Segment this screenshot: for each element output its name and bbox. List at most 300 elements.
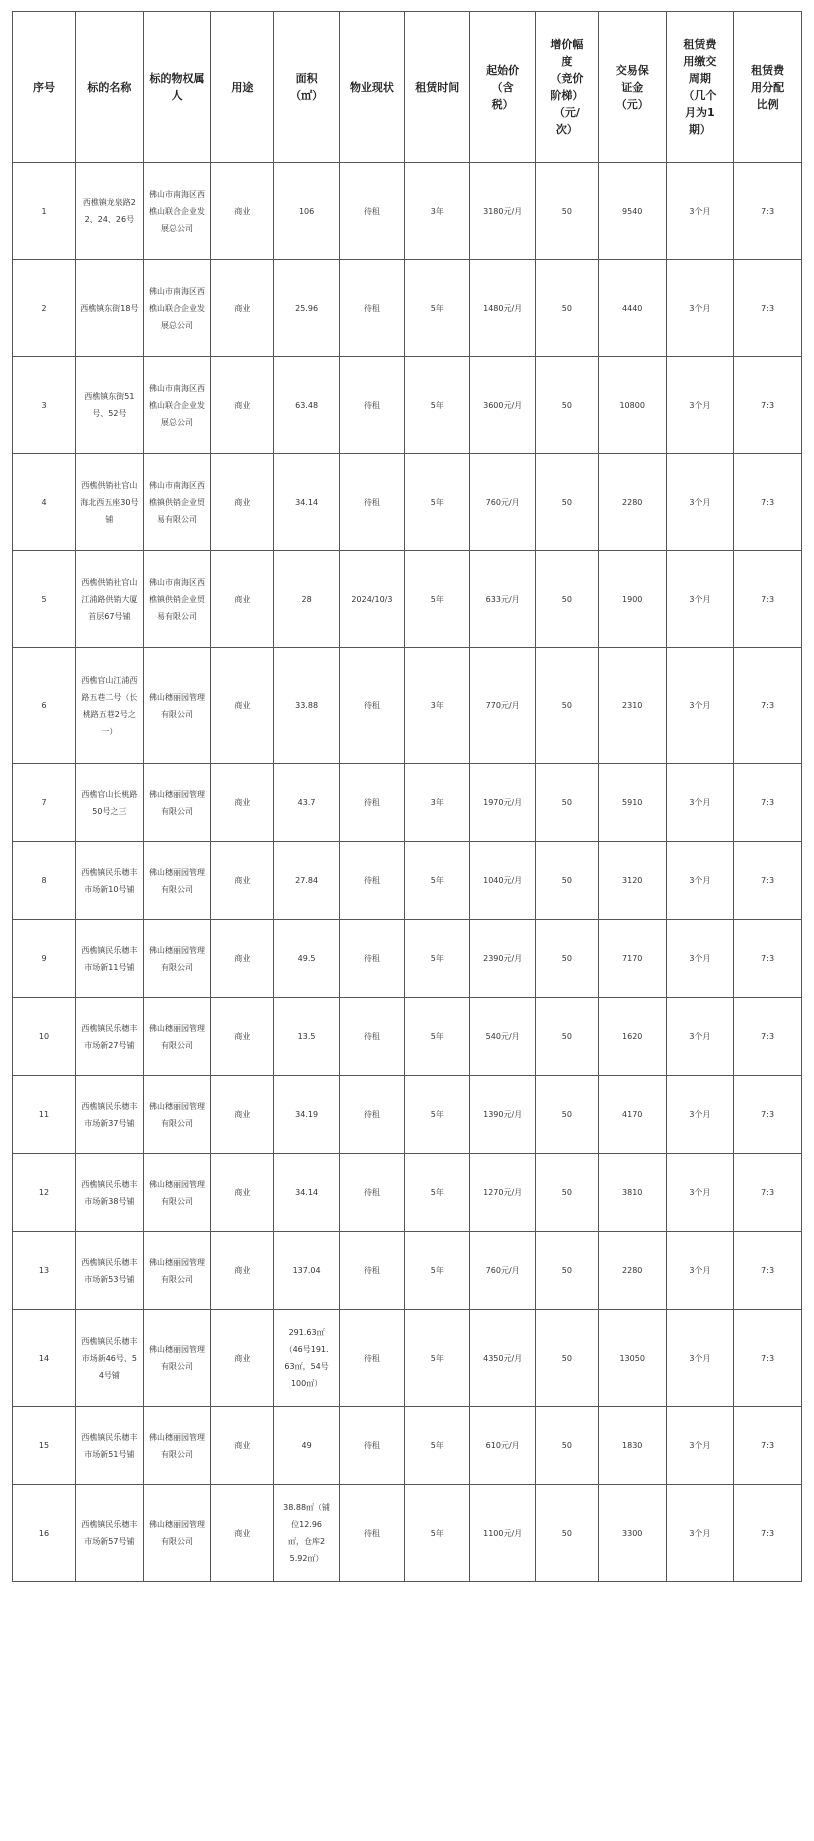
cell-text: 佛山穗丽园管理有限公司: [149, 1520, 206, 1546]
cell-text: 3年: [430, 798, 444, 807]
table-row: [13, 920, 802, 998]
cell-owner: [143, 1310, 211, 1407]
cell-text: 7:3: [761, 1441, 775, 1450]
cell-text: 50: [561, 1032, 572, 1041]
cell-text: 7:3: [761, 798, 775, 807]
cell-text: 3个月: [689, 1353, 711, 1363]
cell-payment-cycle: [666, 648, 734, 764]
cell-name: [76, 1154, 144, 1232]
table-row: [13, 1407, 802, 1485]
header-cell-deposit: 交易保 证金 （元）: [598, 12, 666, 163]
cell-text: 137.04: [292, 1266, 321, 1275]
cell-deposit: [598, 551, 666, 648]
cell-deposit: [598, 1154, 666, 1232]
cell-text: 1830: [622, 1441, 643, 1450]
cell-text: 4170: [622, 1110, 643, 1119]
cell-text: 27.84: [295, 876, 319, 885]
cell-start-price: [470, 1310, 535, 1407]
cell-status: [339, 357, 404, 454]
cell-text: 610元/月: [485, 1441, 520, 1450]
cell-area: [274, 551, 339, 648]
cell-owner: [143, 998, 211, 1076]
cell-usage: [211, 998, 274, 1076]
table-row: [13, 648, 802, 764]
cell-start-price: [470, 454, 535, 551]
cell-name: [76, 842, 144, 920]
cell-text: 5年: [430, 1110, 444, 1119]
cell-name: [76, 1232, 144, 1310]
cell-name: [76, 1485, 144, 1582]
cell-text: 34.14: [295, 1188, 319, 1197]
cell-text: 3个月: [689, 206, 711, 216]
cell-text: 9540: [622, 206, 643, 216]
cell-text: 50: [561, 798, 572, 807]
cell-status: [339, 648, 404, 764]
cell-text: 1620: [622, 1032, 643, 1041]
table-row: [13, 1310, 802, 1407]
cell-text: 5年: [430, 1353, 444, 1363]
cell-split-ratio: [734, 1485, 802, 1582]
table-body: [13, 163, 802, 1582]
cell-text: 3个月: [689, 1441, 711, 1450]
cell-text: 4440: [622, 303, 643, 313]
cell-text: 7:3: [761, 954, 775, 963]
cell-split-ratio: [734, 1154, 802, 1232]
cell-increment: [535, 1076, 598, 1154]
cell-text: 8: [41, 876, 47, 885]
cell-split-ratio: [734, 551, 802, 648]
cell-text: 西樵镇民乐穗丰市场新37号铺: [81, 1101, 138, 1128]
cell-text: 7:3: [761, 1032, 775, 1041]
cell-text: 1: [41, 206, 47, 216]
cell-text: 2310: [622, 701, 643, 710]
cell-text: 106: [298, 206, 315, 216]
cell-index: [13, 163, 76, 260]
cell-text: 西樵镇民乐穗丰市场新53号铺: [81, 1257, 138, 1284]
cell-owner: [143, 260, 211, 357]
cell-index: [13, 551, 76, 648]
cell-text: 西樵镇民乐穗丰市场新51号铺: [81, 1432, 138, 1459]
cell-usage: [211, 454, 274, 551]
cell-text: 1480元/月: [483, 303, 523, 313]
cell-text: 5年: [430, 1266, 444, 1275]
cell-text: 12: [38, 1188, 50, 1197]
cell-text: 商业: [234, 303, 251, 313]
cell-area: [274, 1232, 339, 1310]
cell-status: [339, 260, 404, 357]
cell-text: 西樵供销社官山江浦路供销大厦首层67号铺: [81, 577, 138, 621]
cell-text: 5年: [430, 1441, 444, 1450]
cell-text: 3个月: [689, 701, 711, 710]
cell-text: 3个月: [689, 400, 711, 410]
cell-term: [405, 163, 470, 260]
cell-text: 商业: [234, 206, 251, 216]
cell-term: [405, 1232, 470, 1310]
cell-text: 待租: [363, 497, 380, 507]
cell-usage: [211, 648, 274, 764]
cell-owner: [143, 920, 211, 998]
cell-text: 西樵镇东街18号: [80, 303, 139, 313]
cell-deposit: [598, 1485, 666, 1582]
cell-text: 50: [561, 1188, 572, 1197]
cell-text: 5年: [430, 497, 444, 507]
cell-text: 待租: [363, 876, 380, 885]
cell-owner: [143, 454, 211, 551]
cell-owner: [143, 357, 211, 454]
cell-text: 7:3: [761, 1528, 775, 1538]
cell-text: 待租: [363, 954, 380, 963]
cell-status: [339, 842, 404, 920]
cell-increment: [535, 842, 598, 920]
cell-deposit: [598, 842, 666, 920]
cell-text: 佛山穗丽园管理有限公司: [149, 1257, 206, 1284]
cell-text: 待租: [363, 1441, 380, 1450]
cell-usage: [211, 163, 274, 260]
cell-start-price: [470, 920, 535, 998]
cell-text: 633元/月: [485, 594, 520, 604]
cell-start-price: [470, 260, 535, 357]
cell-index: [13, 842, 76, 920]
cell-usage: [211, 764, 274, 842]
cell-text: 5年: [430, 594, 444, 604]
cell-index: [13, 998, 76, 1076]
cell-text: 5年: [430, 1032, 444, 1041]
cell-deposit: [598, 163, 666, 260]
cell-text: 佛山穗丽园管理有限公司: [149, 1023, 206, 1050]
cell-payment-cycle: [666, 454, 734, 551]
cell-payment-cycle: [666, 998, 734, 1076]
cell-text: 16: [38, 1528, 50, 1538]
cell-text: 1100元/月: [483, 1528, 523, 1538]
lease-listing-table: [12, 11, 802, 1582]
cell-split-ratio: [734, 260, 802, 357]
header-cell-name: 标的名称: [76, 12, 144, 163]
cell-usage: [211, 920, 274, 998]
cell-payment-cycle: [666, 260, 734, 357]
cell-term: [405, 357, 470, 454]
cell-text: 5910: [622, 798, 643, 807]
cell-area: [274, 260, 339, 357]
cell-text: 3个月: [689, 876, 711, 885]
cell-text: 50: [561, 1266, 572, 1275]
cell-text: 50: [561, 1353, 572, 1363]
cell-status: [339, 1310, 404, 1407]
cell-text: 3年: [430, 701, 444, 710]
cell-text: 13050: [619, 1353, 645, 1363]
cell-index: [13, 648, 76, 764]
cell-text: 50: [561, 1110, 572, 1119]
table-row: [13, 1076, 802, 1154]
cell-text: 2280: [622, 497, 643, 507]
cell-text: 西樵官山江浦西路五巷二号（长桃路五巷2号之一）: [81, 675, 138, 736]
cell-payment-cycle: [666, 1154, 734, 1232]
cell-payment-cycle: [666, 1076, 734, 1154]
cell-text: 50: [561, 303, 572, 313]
cell-increment: [535, 1154, 598, 1232]
cell-text: 13.5: [297, 1032, 316, 1041]
cell-text: 待租: [363, 400, 380, 410]
cell-deposit: [598, 998, 666, 1076]
cell-split-ratio: [734, 764, 802, 842]
cell-text: 佛山穗丽园管理有限公司: [149, 1345, 206, 1371]
cell-area: [274, 1154, 339, 1232]
cell-start-price: [470, 1485, 535, 1582]
cell-term: [405, 920, 470, 998]
cell-text: 3180元/月: [483, 206, 523, 216]
cell-area: [274, 842, 339, 920]
cell-text: 7:3: [761, 206, 775, 216]
cell-text: 50: [561, 1441, 572, 1450]
cell-text: 待租: [363, 1110, 380, 1119]
cell-text: 760元/月: [485, 1266, 520, 1275]
cell-area: [274, 920, 339, 998]
cell-text: 待租: [363, 1032, 380, 1041]
cell-text: 2024/10/3: [351, 594, 393, 604]
cell-increment: [535, 998, 598, 1076]
cell-text: 7:3: [761, 701, 775, 710]
header-cell-increment: 增价幅 度 （竞价 阶梯） （元/ 次）: [535, 12, 598, 163]
cell-owner: [143, 1154, 211, 1232]
cell-text: 3810: [622, 1188, 643, 1197]
cell-text: 3个月: [689, 497, 711, 507]
cell-usage: [211, 1310, 274, 1407]
header-cell-usage: 用途: [211, 12, 274, 163]
cell-index: [13, 357, 76, 454]
cell-owner: [143, 163, 211, 260]
cell-split-ratio: [734, 998, 802, 1076]
cell-deposit: [598, 920, 666, 998]
cell-text: 33.88: [295, 701, 319, 710]
cell-text: 43.7: [297, 798, 316, 807]
header-cell-status: 物业现状: [339, 12, 404, 163]
cell-text: 西樵镇龙泉路22、24、26号: [82, 198, 136, 224]
header-cell-area: 面积 （㎡）: [274, 12, 339, 163]
cell-text: 商业: [234, 1266, 251, 1275]
cell-name: [76, 260, 144, 357]
cell-text: 西樵镇民乐穗丰市场新10号铺: [81, 867, 138, 894]
cell-increment: [535, 163, 598, 260]
cell-text: 1900: [622, 594, 643, 604]
cell-text: 5年: [430, 400, 444, 410]
cell-text: 2: [41, 303, 47, 313]
cell-text: 待租: [363, 798, 380, 807]
cell-status: [339, 764, 404, 842]
cell-increment: [535, 1407, 598, 1485]
table-row: [13, 1154, 802, 1232]
header-cell-index: 序号: [13, 12, 76, 163]
cell-text: 50: [561, 206, 572, 216]
cell-text: 3个月: [689, 1032, 711, 1041]
table-row: [13, 764, 802, 842]
cell-deposit: [598, 1232, 666, 1310]
cell-text: 佛山市南海区西樵山联合企业发展总公司: [149, 383, 206, 427]
cell-deposit: [598, 357, 666, 454]
cell-text: 西樵官山长桃路50号之三: [81, 789, 138, 816]
cell-text: 50: [561, 1528, 572, 1538]
table-row: [13, 998, 802, 1076]
cell-text: 5: [41, 594, 47, 604]
cell-payment-cycle: [666, 1485, 734, 1582]
cell-index: [13, 1310, 76, 1407]
cell-term: [405, 998, 470, 1076]
cell-text: 4350元/月: [483, 1353, 523, 1363]
cell-status: [339, 163, 404, 260]
cell-text: 1270元/月: [483, 1188, 523, 1197]
cell-usage: [211, 842, 274, 920]
cell-text: 7:3: [761, 1188, 775, 1197]
cell-text: 3300: [622, 1528, 643, 1538]
cell-index: [13, 1485, 76, 1582]
cell-status: [339, 1076, 404, 1154]
table-row: [13, 357, 802, 454]
cell-text: 3个月: [689, 798, 711, 807]
cell-split-ratio: [734, 163, 802, 260]
cell-increment: [535, 764, 598, 842]
cell-deposit: [598, 1407, 666, 1485]
cell-text: 5年: [430, 876, 444, 885]
cell-text: 10800: [619, 400, 645, 410]
cell-status: [339, 1232, 404, 1310]
cell-start-price: [470, 998, 535, 1076]
cell-text: 50: [561, 701, 572, 710]
cell-text: 34.19: [295, 1110, 319, 1119]
cell-text: 50: [561, 594, 572, 604]
cell-deposit: [598, 454, 666, 551]
cell-text: 760元/月: [485, 497, 520, 507]
cell-status: [339, 1485, 404, 1582]
cell-name: [76, 1310, 144, 1407]
header-cell-start-price: 起始价 （含 税）: [470, 12, 535, 163]
cell-text: 西樵供销社官山海北西五座30号铺: [80, 480, 139, 524]
cell-text: 3个月: [689, 954, 711, 963]
cell-index: [13, 1232, 76, 1310]
cell-text: 2280: [622, 1266, 643, 1275]
cell-split-ratio: [734, 1407, 802, 1485]
table-row: [13, 842, 802, 920]
cell-index: [13, 764, 76, 842]
cell-area: [274, 1485, 339, 1582]
cell-text: 待租: [363, 206, 380, 216]
table-row: [13, 551, 802, 648]
cell-text: 7:3: [761, 1266, 775, 1275]
cell-text: 待租: [363, 1266, 380, 1275]
cell-name: [76, 764, 144, 842]
cell-text: 63.48: [295, 400, 319, 410]
cell-text: 7: [41, 798, 47, 807]
cell-text: 佛山市南海区西樵山联合企业发展总公司: [149, 286, 206, 330]
cell-text: 西樵镇民乐穗丰市场新57号铺: [81, 1520, 138, 1546]
cell-area: [274, 454, 339, 551]
cell-area: [274, 163, 339, 260]
cell-text: 50: [561, 497, 572, 507]
cell-index: [13, 1076, 76, 1154]
cell-text: 770元/月: [485, 701, 520, 710]
cell-index: [13, 1154, 76, 1232]
cell-split-ratio: [734, 648, 802, 764]
cell-start-price: [470, 1407, 535, 1485]
cell-start-price: [470, 764, 535, 842]
cell-status: [339, 454, 404, 551]
cell-text: 3120: [622, 876, 643, 885]
cell-usage: [211, 551, 274, 648]
cell-payment-cycle: [666, 1310, 734, 1407]
cell-start-price: [470, 163, 535, 260]
cell-text: 佛山市南海区西樵镇供销企业贸易有限公司: [149, 577, 206, 621]
header-row: [13, 12, 802, 163]
cell-status: [339, 920, 404, 998]
cell-area: [274, 1407, 339, 1485]
cell-text: 14: [38, 1353, 50, 1363]
cell-payment-cycle: [666, 357, 734, 454]
cell-split-ratio: [734, 1232, 802, 1310]
cell-increment: [535, 920, 598, 998]
cell-owner: [143, 1232, 211, 1310]
cell-text: 商业: [234, 1528, 251, 1538]
cell-text: 7:3: [761, 400, 775, 410]
cell-name: [76, 163, 144, 260]
cell-text: 佛山穗丽园管理有限公司: [149, 945, 206, 972]
cell-payment-cycle: [666, 842, 734, 920]
cell-owner: [143, 764, 211, 842]
cell-text: 3个月: [689, 1188, 711, 1197]
cell-payment-cycle: [666, 163, 734, 260]
cell-text: 待租: [363, 1188, 380, 1197]
cell-term: [405, 1407, 470, 1485]
cell-deposit: [598, 764, 666, 842]
cell-term: [405, 764, 470, 842]
cell-text: 25.96: [295, 303, 319, 313]
cell-deposit: [598, 1076, 666, 1154]
cell-deposit: [598, 1310, 666, 1407]
cell-increment: [535, 454, 598, 551]
cell-index: [13, 260, 76, 357]
cell-text: 佛山市南海区西樵镇供销企业贸易有限公司: [149, 480, 206, 524]
cell-text: 5年: [430, 303, 444, 313]
cell-text: 5年: [430, 1188, 444, 1197]
cell-start-price: [470, 1076, 535, 1154]
cell-term: [405, 551, 470, 648]
cell-text: 3个月: [689, 1528, 711, 1538]
cell-split-ratio: [734, 454, 802, 551]
cell-text: 商业: [234, 1188, 251, 1197]
cell-term: [405, 648, 470, 764]
cell-payment-cycle: [666, 1232, 734, 1310]
cell-owner: [143, 1076, 211, 1154]
cell-text: 西樵镇民乐穗丰市场新46号、54号铺: [81, 1336, 138, 1380]
cell-text: 西樵镇东街51号、52号: [84, 392, 135, 418]
cell-text: 商业: [234, 497, 251, 507]
cell-usage: [211, 1232, 274, 1310]
cell-text: 佛山穗丽园管理有限公司: [149, 1179, 206, 1206]
cell-text: 3600元/月: [483, 400, 523, 410]
cell-text: 佛山穗丽园管理有限公司: [149, 692, 206, 719]
cell-name: [76, 551, 144, 648]
cell-text: 商业: [234, 1032, 251, 1041]
cell-text: 50: [561, 876, 572, 885]
cell-text: 佛山穗丽园管理有限公司: [149, 867, 206, 894]
table-row: [13, 163, 802, 260]
cell-owner: [143, 648, 211, 764]
cell-name: [76, 920, 144, 998]
cell-term: [405, 260, 470, 357]
cell-text: 商业: [234, 876, 251, 885]
cell-text: 佛山穗丽园管理有限公司: [149, 1101, 206, 1128]
cell-text: 待租: [363, 1353, 380, 1363]
cell-usage: [211, 1154, 274, 1232]
cell-index: [13, 1407, 76, 1485]
cell-text: 商业: [234, 701, 251, 710]
cell-start-price: [470, 357, 535, 454]
